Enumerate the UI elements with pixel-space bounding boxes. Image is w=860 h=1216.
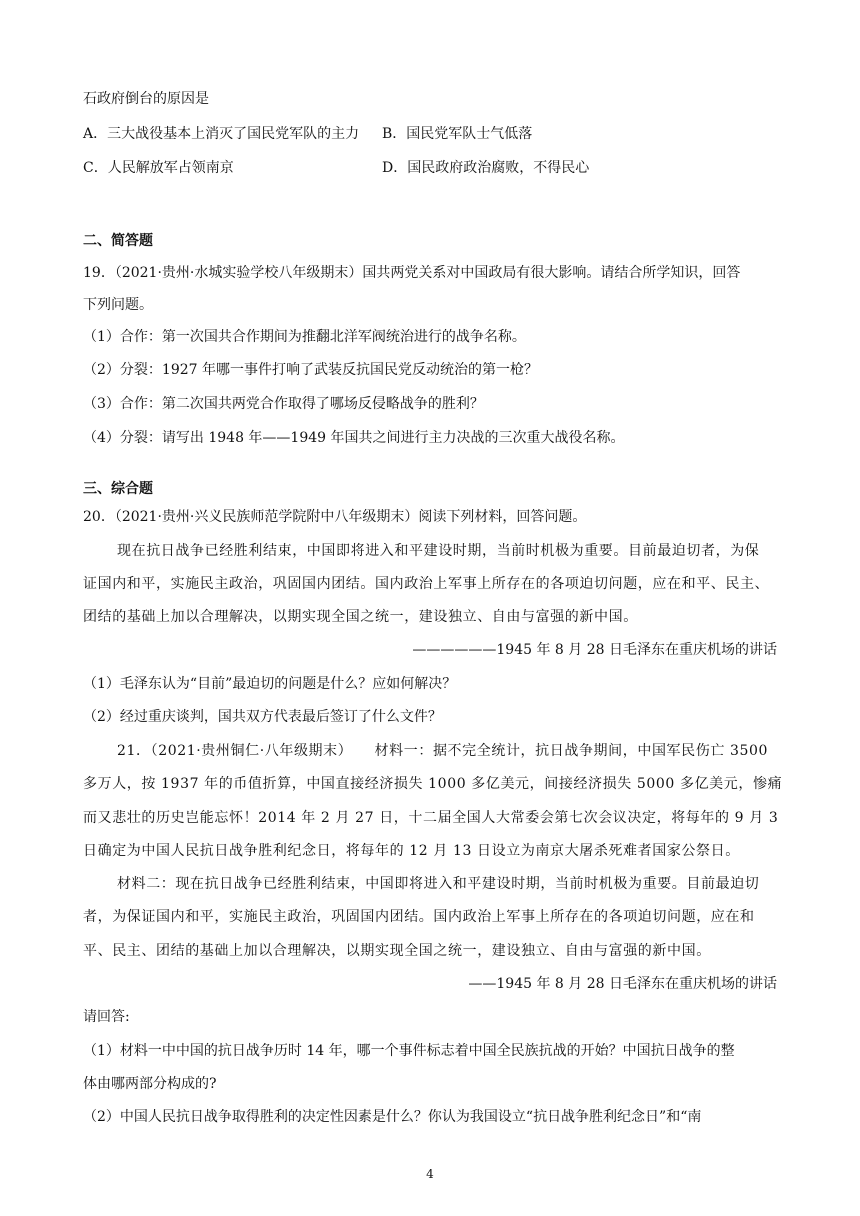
section-heading-comprehensive: 三、综合题 bbox=[83, 481, 153, 497]
q18-option-c: C．人民解放军占领南京 bbox=[83, 160, 234, 176]
q21-line4: 日确定为中国人民抗日战争胜利纪念日，将每年的 12 月 13 日设立为南京大屠杀死难者国家公祭日。 bbox=[83, 843, 740, 859]
q20-source: ——————1945 年 8 月 28 日毛泽东在重庆机场的讲话 bbox=[412, 642, 777, 658]
q21-material2-line2: 者，为保证国内和平，实施民主政治，巩固国内团结。国内政治上军事上所存在的各项迫切问题，应在和 bbox=[83, 909, 755, 925]
q21-sub2-line1: （2）中国人民抗日战争取得胜利的决定性因素是什么？你认为我国设立“抗日战争胜利纪念日”和“南 bbox=[83, 1109, 702, 1125]
q19-stem-line2: 下列问题。 bbox=[83, 297, 153, 313]
section-heading-short-answer: 二、简答题 bbox=[83, 233, 153, 249]
q21-material2-line3: 平、民主、团结的基础上加以合理解决，以期实现全国之统一，建设独立、自由与富强的新中国。 bbox=[83, 943, 711, 959]
q20-sub1: （1）毛泽东认为“目前”最迫切的问题是什么？应如何解决？ bbox=[83, 676, 457, 692]
q18-option-b: B．国民党军队士气低落 bbox=[382, 126, 533, 142]
q21-source: ——1945 年 8 月 28 日毛泽东在重庆机场的讲话 bbox=[468, 976, 777, 992]
q20-sub2: （2）经过重庆谈判，国共双方代表最后签订了什么文件？ bbox=[83, 709, 442, 725]
q18-stem-tail: 石政府倒台的原因是 bbox=[83, 91, 209, 107]
q19-sub3: （3）合作：第二次国共两党合作取得了哪场反侵略战争的胜利？ bbox=[83, 396, 484, 412]
q20-material-line1: 现在抗日战争已经胜利结束，中国即将进入和平建设时期，当前时机极为重要。目前最迫切者，为保 bbox=[117, 543, 760, 559]
q19-sub1: （1）合作：第一次国共合作期间为推翻北洋军阀统治进行的战争名称。 bbox=[83, 329, 526, 345]
q20-material-line2: 证国内和平，实施民主政治，巩固国内团结。国内政治上军事上所存在的各项迫切问题，应在和平、民主、 bbox=[83, 576, 770, 592]
q21-line1: 21．（2021·贵州铜仁·八年级期末） 材料一：据不完全统计，抗日战争期间，中国军民伤亡 3500 bbox=[117, 743, 769, 759]
q21-material2-line1: 材料二：现在抗日战争已经胜利结束，中国即将进入和平建设时期，当前时机极为重要。目前最迫切 bbox=[117, 876, 760, 892]
page-number: 4 bbox=[426, 1167, 434, 1181]
q18-option-d: D．国民政府政治腐败，不得民心 bbox=[382, 160, 590, 176]
q19-stem-line1: 19．（2021·贵州·水城实验学校八年级期末）国共两党关系对中国政局有很大影响。请结合所学知识，回答 bbox=[83, 265, 741, 281]
q21-line2: 多万人，按 1937 年的币值折算，中国直接经济损失 1000 多亿美元，间接经济损失 5000 多亿美元，惨痛 bbox=[83, 776, 783, 792]
q20-material-line3: 团结的基础上加以合理解决，以期实现全国之统一，建设独立、自由与富强的新中国。 bbox=[83, 609, 638, 625]
q21-sub1-line1: （1）材料一中中国的抗日战争历时 14 年，哪一个事件标志着中国全民族抗战的开始？中国抗日战争的整 bbox=[83, 1043, 735, 1059]
q19-sub2: （2）分裂：1927 年哪一事件打响了武装反抗国民党反动统治的第一枪？ bbox=[83, 362, 538, 378]
q21-line3: 而又悲壮的历史岂能忘怀！2014 年 2 月 27 日，十二届全国人大常委会第七次会议决定，将每年的 9 月 3 bbox=[83, 810, 779, 826]
q18-option-a: A．三大战役基本上消灭了国民党军队的主力 bbox=[83, 126, 360, 142]
q20-stem: 20．（2021·贵州·兴义民族师范学院附中八年级期末）阅读下列材料，回答问题。 bbox=[83, 509, 587, 525]
q21-prompt: 请回答: bbox=[83, 1009, 130, 1025]
q19-sub4: （4）分裂：请写出 1948 年——1949 年国共之间进行主力决战的三次重大战役名称。 bbox=[83, 430, 625, 446]
q21-sub1-line2: 体由哪两部分构成的? bbox=[83, 1076, 217, 1092]
